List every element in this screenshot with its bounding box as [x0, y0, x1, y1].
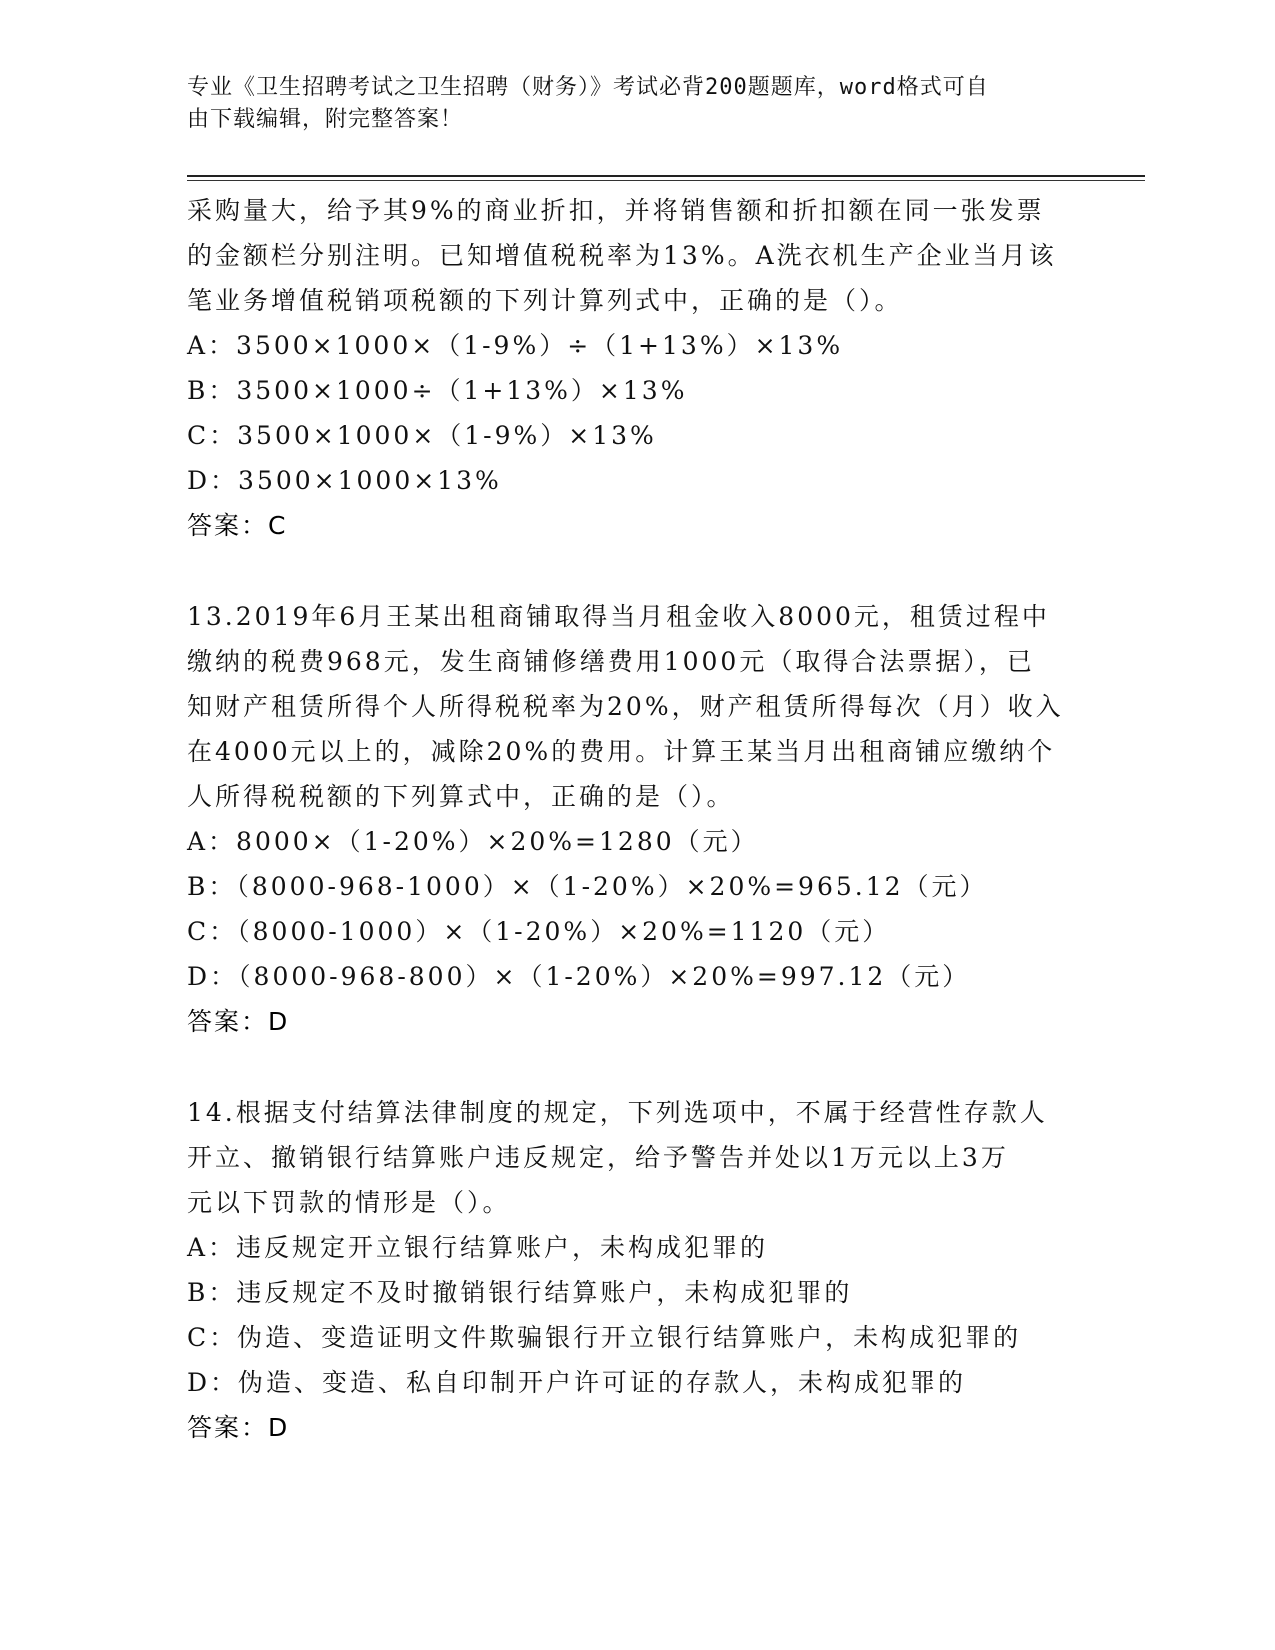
answer-line: 答案：C [187, 511, 288, 540]
header-divider-thin [187, 180, 1145, 181]
option-a: A：8000×（1-20%）×20%=1280（元） [187, 827, 759, 856]
option-c: C：3500×1000×（1-9%）×13% [187, 421, 657, 450]
question-stem-line: 开立、撤销银行结算账户违反规定，给予警告并处以1万元以上3万 [187, 1143, 1009, 1172]
document-header [187, 72, 1087, 136]
question-13 [187, 594, 1077, 1044]
document-body [187, 188, 1077, 1450]
header-divider-thick [187, 175, 1145, 177]
option-b: B：违反规定不及时撤销银行结算账户，未构成犯罪的 [187, 1278, 853, 1307]
option-d: D：（8000-968-800）×（1-20%）×20%=997.12（元） [187, 962, 971, 991]
question-14 [187, 1090, 1077, 1450]
option-c: C：（8000-1000）×（1-20%）×20%=1120（元） [187, 917, 891, 946]
option-d: D：3500×1000×13% [187, 466, 502, 495]
question-spacer [187, 1044, 1077, 1090]
header-line-2: 由下载编辑，附完整答案！ [187, 107, 464, 132]
question-stem-line: 缴纳的税费968元，发生商铺修缮费用1000元（取得合法票据），已 [187, 647, 1035, 676]
question-12 [187, 188, 1077, 548]
option-b: B：3500×1000÷（1+13%）×13% [187, 376, 688, 405]
question-stem-line: 知财产租赁所得个人所得税税率为20%，财产租赁所得每次（月）收入 [187, 692, 1064, 721]
option-a: A：3500×1000×（1-9%）÷（1+13%）×13% [187, 331, 844, 360]
question-stem-line: 的金额栏分别注明。已知增值税税率为13%。A洗衣机生产企业当月该 [187, 241, 1057, 270]
question-stem-line: 元以下罚款的情形是（）。 [187, 1188, 511, 1217]
answer-line: 答案：D [187, 1007, 290, 1036]
option-b: B：（8000-968-1000）×（1-20%）×20%=965.12（元） [187, 872, 988, 901]
option-a: A：违反规定开立银行结算账户，未构成犯罪的 [187, 1233, 769, 1262]
header-line-1: 专业《卫生招聘考试之卫生招聘（财务）》考试必背200题题库，word格式可自 [187, 75, 989, 100]
question-stem-line: 14.根据支付结算法律制度的规定，下列选项中，不属于经营性存款人 [187, 1098, 1048, 1127]
question-stem-line: 人所得税税额的下列算式中，正确的是（）。 [187, 782, 735, 811]
question-stem-line: 13.2019年6月王某出租商铺取得当月租金收入8000元，租赁过程中 [187, 602, 1050, 631]
question-stem-line: 笔业务增值税销项税额的下列计算列式中，正确的是（）。 [187, 286, 903, 315]
question-spacer [187, 548, 1077, 594]
question-stem-line: 采购量大，给予其9%的商业折扣，并将销售额和折扣额在同一张发票 [187, 196, 1045, 225]
option-c: C：伪造、变造证明文件欺骗银行开立银行结算账户，未构成犯罪的 [187, 1323, 1022, 1352]
option-d: D：伪造、变造、私自印制开户许可证的存款人，未构成犯罪的 [187, 1368, 967, 1397]
answer-line: 答案：D [187, 1413, 290, 1442]
question-stem-line: 在4000元以上的，减除20%的费用。计算王某当月出租商铺应缴纳个 [187, 737, 1056, 766]
